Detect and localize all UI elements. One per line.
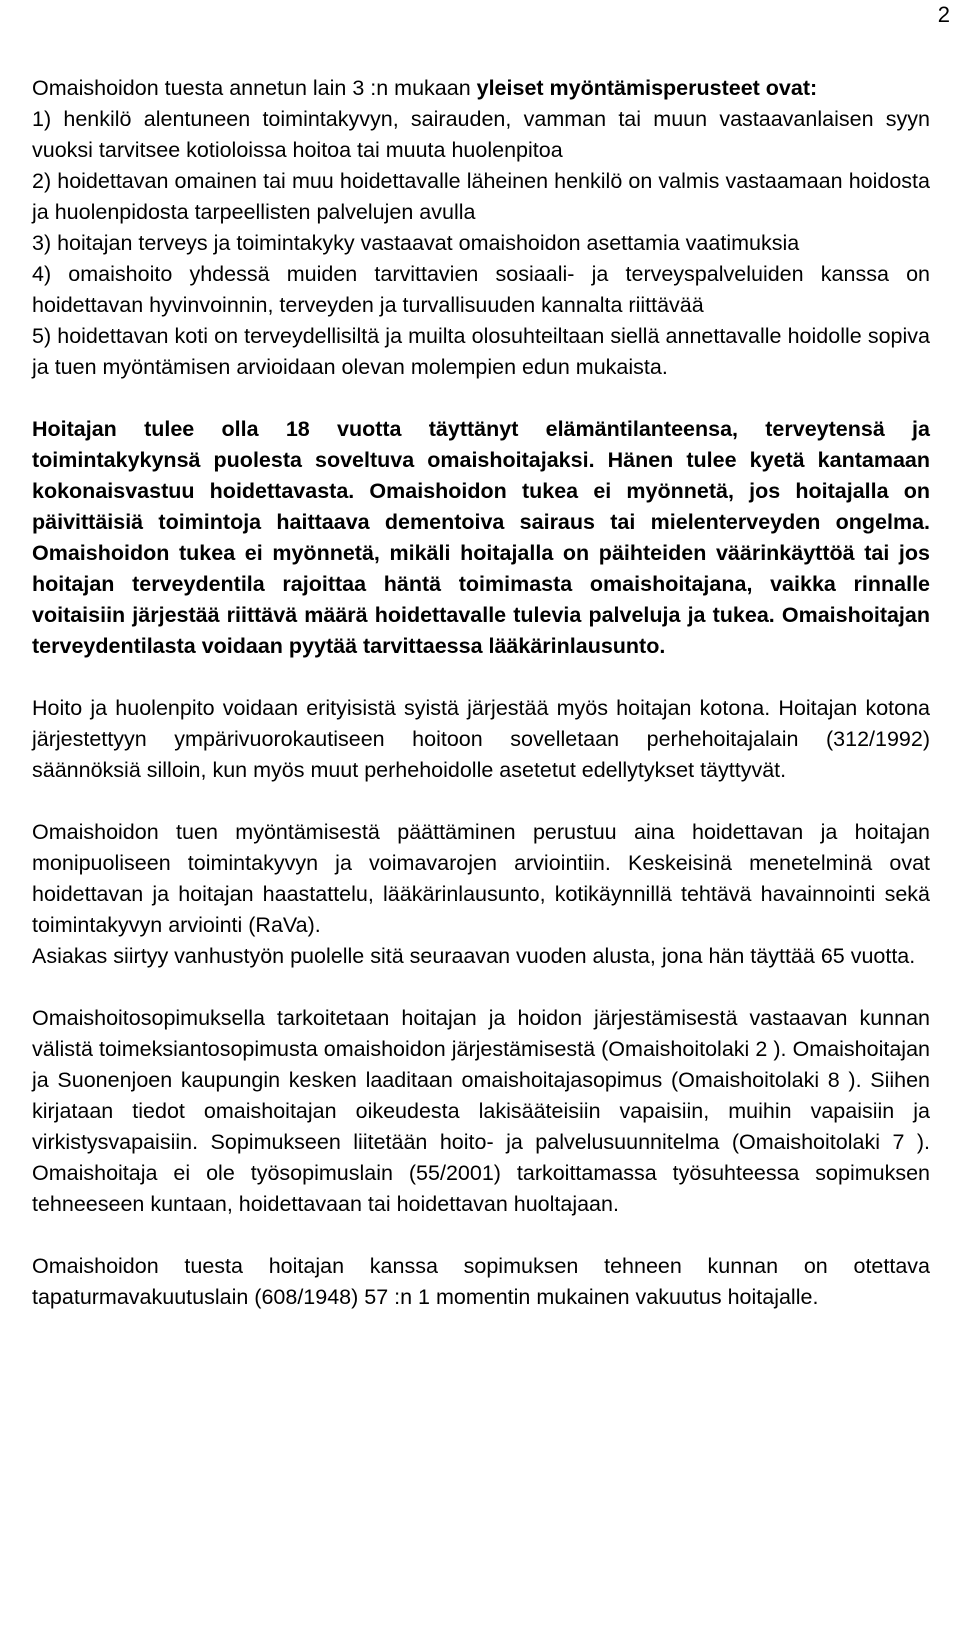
eligibility-criteria-section xyxy=(32,73,930,383)
eligibility-intro xyxy=(32,73,930,104)
caregiver-requirements-paragraph: Hoitajan tulee olla 18 vuotta täyttänyt elämäntilanteensa, terveytensä ja toimintakykynsä puolesta soveltuva omaishoitajaksi. Hänen tulee kyetä kantamaan kokonaisvastuu hoidettavasta. Omaishoidon tukea ei myönnetä, jos hoitajalla on päivittäisiä toimintoja haittaava dementoiva sairaus tai mielenterveyden ongelma. Omaishoidon tukea ei myönnetä, mikäli hoitajalla on päihteiden väärinkäyttöä tai jos hoitajan terveydentila rajoittaa häntä toimimasta omaishoitajana, vaikka rinnalle voitaisiin järjestää riittävä määrä hoidettavalle tulevia palveluja ja tukea. Omaishoitajan terveydentilasta voidaan pyytää tarvittaessa lääkärinlausunto. xyxy=(32,417,930,658)
eligibility-intro-bold: yleiset myöntämisperusteet ovat: xyxy=(476,76,818,100)
agreement-paragraph: Omaishoitosopimuksella tarkoitetaan hoitajan ja hoidon järjestämisestä vastaavan kunnan välistä toimeksiantosopimusta omaishoidon järjestämisestä (Omaishoitolaki 2 ). Omaishoitajan ja Suonenjoen kaupungin kesken laaditaan omaishoitajasopimus (Omaishoitolaki 8 ). Siihen kirjataan tiedot omaishoitajan oikeudesta lakisääteisiin vapaisiin, muihin vapaisiin ja virkistysvapaisiin. Sopimukseen liitetään hoito- ja palvelusuunnitelma (Omaishoitolaki 7 ). Omaishoitaja ei ole työsopimuslain (55/2001) tarkoittamassa työsuhteessa sopimuksen tehneeseen kuntaan, hoidettavaan tai hoidettavan huoltajaan. xyxy=(32,1006,930,1216)
eligibility-intro-text: Omaishoidon tuesta annetun lain 3 :n mukaan xyxy=(32,76,477,100)
age-transfer-paragraph: Asiakas siirtyy vanhustyön puolelle sitä seuraavan vuoden alusta, jona hän täyttää 65 vuotta. xyxy=(32,944,916,968)
document-body xyxy=(32,73,930,1313)
criteria-item-4: 4) omaishoito yhdessä muiden tarvittavien sosiaali- ja terveyspalveluiden kanssa on hoidettavan hyvinvoinnin, terveyden ja turvallisuuden kannalta riittävää xyxy=(32,262,930,317)
care-at-home-paragraph: Hoito ja huolenpito voidaan erityisistä syistä järjestää myös hoitajan kotona. Hoitajan kotona järjestettyyn ympärivuorokautiseen hoitoon sovelletaan perhehoitajalain (312/1992) säännöksiä silloin, kun myös muut perhehoidolle asetetut edellytykset täyttyvät. xyxy=(32,696,930,782)
decision-paragraph: Omaishoidon tuen myöntämisestä päättäminen perustuu aina hoidettavan ja hoitajan monipuoliseen toimintakyvyn ja voimavarojen arviointiin. Keskeisinä menetelminä ovat hoidettavan ja hoitajan haastattelu, lääkärinlausunto, kotikäynnillä tehtävä havainnointi sekä toimintakyvyn arviointi (RaVa). xyxy=(32,820,930,937)
criteria-item-1: 1) henkilö alentuneen toimintakyvyn, sairauden, vamman tai muun vastaavanlaisen syyn vuoksi tarvitsee kotioloissa hoitoa tai muuta huolenpitoa xyxy=(32,107,930,162)
page-number: 2 xyxy=(937,2,950,27)
criteria-item-2: 2) hoidettavan omainen tai muu hoidettavalle läheinen henkilö on valmis vastaamaan hoidosta ja huolenpidosta tarpeellisten palvelujen avulla xyxy=(32,169,930,224)
criteria-item-3: 3) hoitajan terveys ja toimintakyky vastaavat omaishoidon asettamia vaatimuksia xyxy=(32,231,800,255)
criteria-item-5: 5) hoidettavan koti on terveydellisiltä ja muilta olosuhteiltaan siellä annettavalle hoidolle sopiva ja tuen myöntämisen arvioidaan olevan molempien edun mukaista. xyxy=(32,324,930,379)
insurance-paragraph: Omaishoidon tuesta hoitajan kanssa sopimuksen tehneen kunnan on otettava tapaturmavakuutuslain (608/1948) 57 :n 1 momentin mukainen vakuutus hoitajalle. xyxy=(32,1254,930,1309)
